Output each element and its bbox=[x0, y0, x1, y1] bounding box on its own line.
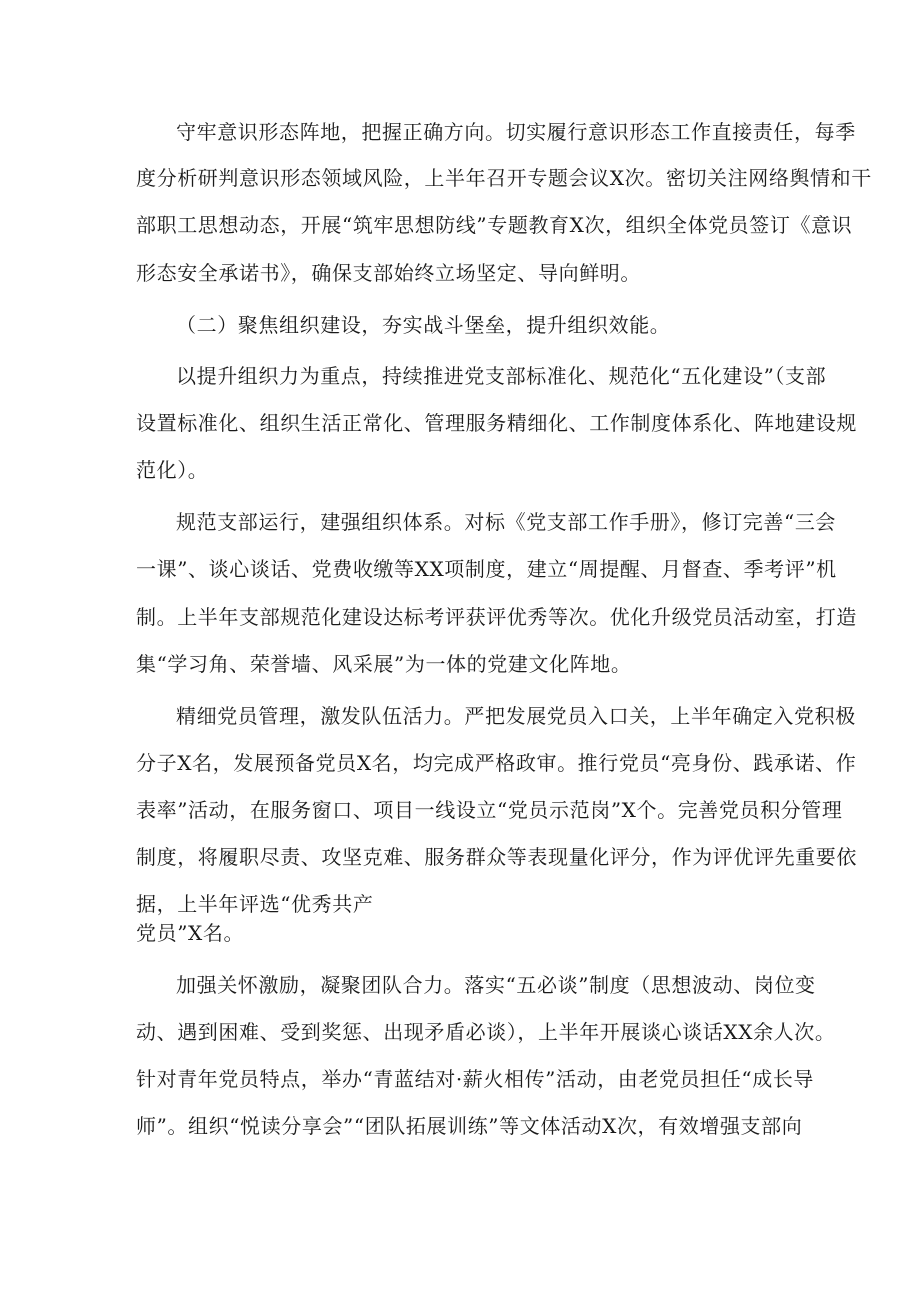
paragraph-line: 范化）。 bbox=[136, 458, 209, 482]
paragraph-line: 动、遇到困难、受到奖惩、出现矛盾必谈），上半年开展谈心谈话XX余人次。 bbox=[136, 1020, 836, 1044]
paragraph-line: 加强关怀激励，凝聚团队合力。落实“五必谈”制度（思想波动、岗位变 bbox=[176, 973, 816, 997]
paragraph-line: 度分析研判意识形态领域风险，上半年召开专题会议X次。密切关注网络舆情和干 bbox=[136, 166, 872, 190]
paragraph-line: 一课”、谈心谈话、党费收缴等XX项制度，建立“周提醒、月督查、季考评”机 bbox=[136, 557, 837, 581]
paragraph-line: 形态安全承诺书》，确保支部始终立场坚定、导向鲜明。 bbox=[136, 261, 641, 285]
paragraph-line: 制。上半年支部规范化建设达标考评获评优秀等次。优化升级党员活动室，打造 bbox=[136, 605, 857, 629]
paragraph-line: 以提升组织力为重点，持续推进党支部标准化、规范化“五化建设”（支部 bbox=[176, 364, 827, 388]
paragraph-line: 制度，将履职尽责、攻坚克难、服务群众等表现量化评分，作为评优评先重要依 bbox=[136, 845, 857, 869]
section-heading: （二）聚焦组织建设，夯实战斗堡垒，提升组织效能。 bbox=[176, 313, 671, 337]
paragraph-line: 分子X名，发展预备党员X名，均完成严格政审。推行党员“亮身份、践承诺、作 bbox=[136, 751, 857, 775]
paragraph-line: 师”。组织“悦读分享会”“团队拓展训练”等文体活动X次，有效增强支部向 bbox=[136, 1114, 803, 1138]
paragraph-line: 守牢意识形态阵地，把握正确方向。切实履行意识形态工作直接责任，每季 bbox=[176, 120, 856, 144]
paragraph-line: 党员”X名。 bbox=[136, 921, 245, 945]
paragraph-line: 部职工思想动态，开展“筑牢思想防线”专题教育X次，组织全体党员签订《意识 bbox=[136, 213, 853, 237]
paragraph-line: 精细党员管理，激发队伍活力。严把发展党员入口关，上半年确定入党积极 bbox=[176, 704, 856, 728]
paragraph-line: 据，上半年评选“优秀共产 bbox=[136, 892, 374, 916]
paragraph-line: 规范支部运行，建强组织体系。对标《党支部工作手册》，修订完善“三会 bbox=[176, 510, 837, 534]
paragraph-line: 针对青年党员特点，举办“青蓝结对·薪火相传”活动，由老党员担任“成长导 bbox=[136, 1067, 815, 1091]
paragraph-line: 表率”活动，在服务窗口、项目一线设立“党员示范岗”X个。完善党员积分管理 bbox=[136, 798, 843, 822]
paragraph-line: 设置标准化、组织生活正常化、管理服务精细化、工作制度体系化、阵地建设规 bbox=[136, 411, 857, 435]
paragraph-line: 集“学习角、荣誉墙、风采展”为一体的党建文化阵地。 bbox=[136, 652, 632, 676]
